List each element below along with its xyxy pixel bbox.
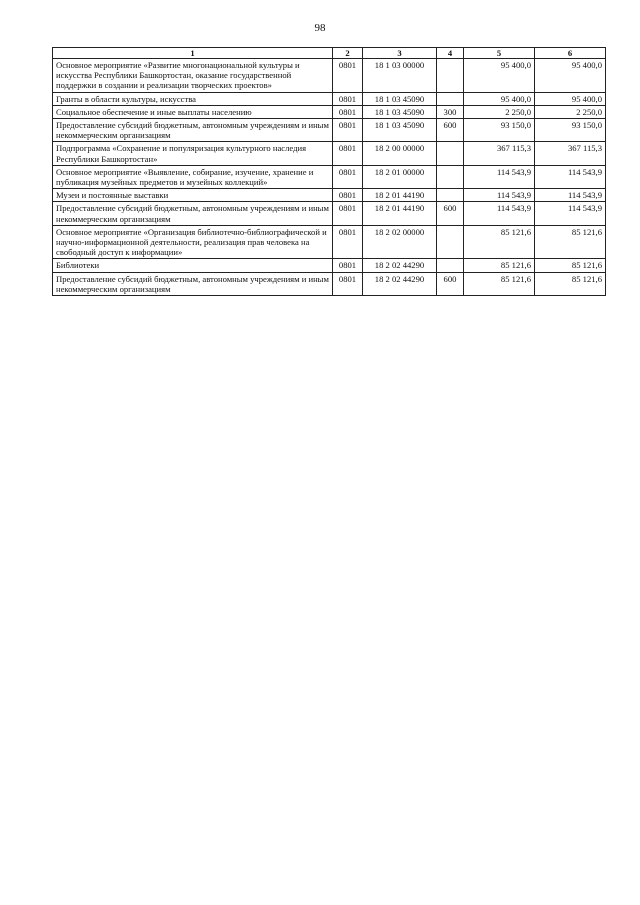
header-cell-3: 3 (363, 48, 437, 59)
header-cell-6: 6 (535, 48, 606, 59)
row-amount-col6: 367 115,3 (535, 142, 606, 165)
row-amount-col5: 114 543,9 (464, 202, 535, 225)
row-expense-type (437, 165, 464, 188)
row-amount-col6: 85 121,6 (535, 225, 606, 259)
header-cell-2: 2 (333, 48, 363, 59)
row-amount-col5: 114 543,9 (464, 165, 535, 188)
header-row (53, 48, 606, 59)
row-target-article: 18 1 03 45090 (363, 119, 437, 142)
header-cell-5: 5 (464, 48, 535, 59)
row-expense-type: 600 (437, 272, 464, 295)
row-expense-type: 300 (437, 105, 464, 118)
table-row (53, 202, 606, 225)
row-section-code: 0801 (333, 59, 363, 93)
row-section-code: 0801 (333, 259, 363, 272)
row-amount-col5: 85 121,6 (464, 225, 535, 259)
row-name: Библиотеки (53, 259, 333, 272)
table-row (53, 259, 606, 272)
row-amount-col5: 367 115,3 (464, 142, 535, 165)
row-section-code: 0801 (333, 105, 363, 118)
row-amount-col6: 2 250,0 (535, 105, 606, 118)
table-row (53, 59, 606, 93)
row-amount-col5: 93 150,0 (464, 119, 535, 142)
row-amount-col5: 2 250,0 (464, 105, 535, 118)
row-name: Предоставление субсидий бюджетным, автономным учреждениям и иным некоммерческим организациям (53, 202, 333, 225)
row-section-code: 0801 (333, 92, 363, 105)
table-row (53, 165, 606, 188)
row-name: Социальное обеспечение и иные выплаты населению (53, 105, 333, 118)
row-amount-col5: 95 400,0 (464, 92, 535, 105)
row-amount-col6: 93 150,0 (535, 119, 606, 142)
row-section-code: 0801 (333, 225, 363, 259)
row-section-code: 0801 (333, 119, 363, 142)
row-target-article: 18 2 01 44190 (363, 202, 437, 225)
row-name: Подпрограмма «Сохранение и популяризация культурного наследия Республики Башкортостан» (53, 142, 333, 165)
row-section-code: 0801 (333, 142, 363, 165)
page-number: 98 (314, 22, 326, 34)
row-target-article: 18 1 03 45090 (363, 105, 437, 118)
row-name: Предоставление субсидий бюджетным, автономным учреждениям и иным некоммерческим организациям (53, 272, 333, 295)
row-expense-type (437, 92, 464, 105)
row-expense-type: 600 (437, 202, 464, 225)
table-row (53, 272, 606, 295)
row-target-article: 18 2 02 44290 (363, 272, 437, 295)
row-amount-col6: 114 543,9 (535, 189, 606, 202)
table-row (53, 119, 606, 142)
header-cell-1: 1 (53, 48, 333, 59)
table-row (53, 189, 606, 202)
row-expense-type (437, 259, 464, 272)
row-target-article: 18 2 02 00000 (363, 225, 437, 259)
row-amount-col6: 114 543,9 (535, 202, 606, 225)
row-target-article: 18 1 03 00000 (363, 59, 437, 93)
row-target-article: 18 2 01 44190 (363, 189, 437, 202)
row-target-article: 18 2 02 44290 (363, 259, 437, 272)
row-amount-col6: 114 543,9 (535, 165, 606, 188)
table-row (53, 105, 606, 118)
row-target-article: 18 2 00 00000 (363, 142, 437, 165)
row-amount-col6: 95 400,0 (535, 59, 606, 93)
row-amount-col5: 114 543,9 (464, 189, 535, 202)
row-section-code: 0801 (333, 202, 363, 225)
row-section-code: 0801 (333, 165, 363, 188)
header-cell-4: 4 (437, 48, 464, 59)
row-amount-col5: 85 121,6 (464, 259, 535, 272)
row-name: Предоставление субсидий бюджетным, автономным учреждениям и иным некоммерческим организациям (53, 119, 333, 142)
row-expense-type (437, 225, 464, 259)
budget-table (52, 47, 606, 296)
row-name: Гранты в области культуры, искусства (53, 92, 333, 105)
row-expense-type (437, 189, 464, 202)
row-amount-col6: 95 400,0 (535, 92, 606, 105)
row-expense-type (437, 59, 464, 93)
row-amount-col6: 85 121,6 (535, 259, 606, 272)
row-expense-type (437, 142, 464, 165)
row-section-code: 0801 (333, 272, 363, 295)
row-name: Основное мероприятие «Организация библиотечно-библиографической и научно-информационной деятельности, реализация прав человека на свободный доступ к информации» (53, 225, 333, 259)
row-amount-col6: 85 121,6 (535, 272, 606, 295)
row-section-code: 0801 (333, 189, 363, 202)
table-row (53, 142, 606, 165)
row-name: Основное мероприятие «Развитие многонациональной культуры и искусства Республики Башкортостан, оказание государственной поддержки в создании и реализации творческих проектов» (53, 59, 333, 93)
row-target-article: 18 1 03 45090 (363, 92, 437, 105)
table-row (53, 225, 606, 259)
row-name: Музеи и постоянные выставки (53, 189, 333, 202)
row-target-article: 18 2 01 00000 (363, 165, 437, 188)
row-expense-type: 600 (437, 119, 464, 142)
table-row (53, 92, 606, 105)
row-name: Основное мероприятие «Выявление, собирание, изучение, хранение и публикация музейных предметов и музейных коллекций» (53, 165, 333, 188)
row-amount-col5: 95 400,0 (464, 59, 535, 93)
row-amount-col5: 85 121,6 (464, 272, 535, 295)
